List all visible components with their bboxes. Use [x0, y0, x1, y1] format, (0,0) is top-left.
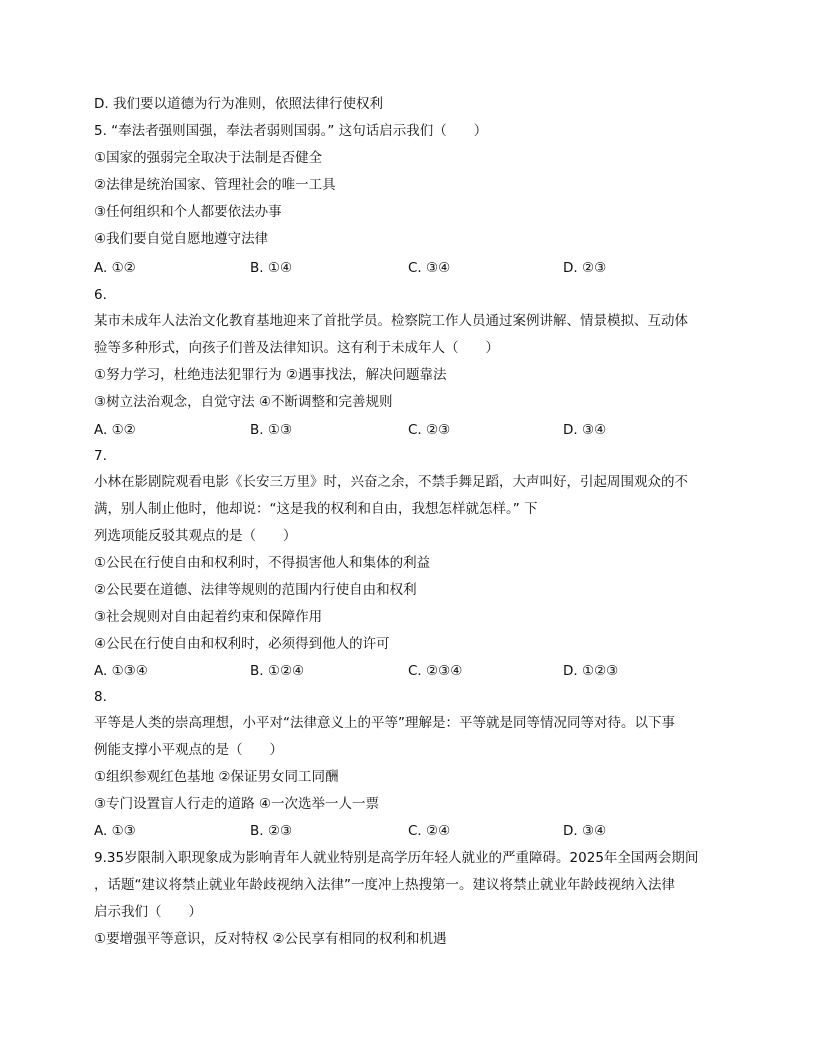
q7-option-d: D. ①②③ [563, 663, 619, 679]
q6-stem-line-1: 某市未成年人法治文化教育基地迎来了首批学员。检察院工作人员通过案例讲解、情景模拟、互动体 [94, 313, 688, 329]
q8-statements-3-4: ③专门设置盲人行走的道路 ④一次选举一人一票 [94, 796, 379, 812]
q7-option-b: B. ①②④ [250, 663, 305, 679]
q8-option-d: D. ③④ [563, 823, 607, 839]
q7-statement-4: ④公民在行使自由和权利时，必须得到他人的许可 [94, 636, 390, 652]
q5-option-c: C. ③④ [408, 260, 451, 276]
q7-statement-1: ①公民在行使自由和权利时，不得损害他人和集体的利益 [94, 555, 431, 571]
q6-option-c: C. ②③ [408, 422, 451, 438]
q5-statement-2: ②法律是统治国家、管理社会的唯一工具 [94, 177, 336, 193]
q5-statement-4: ④我们要自觉自愿地遵守法律 [94, 231, 269, 247]
q4-option-d: D. 我们要以道德为行为准则，依照法律行使权利 [94, 96, 383, 112]
q9-statements-1-2: ①要增强平等意识，反对特权 ②公民享有相同的权利和机遇 [94, 931, 447, 947]
q8-option-a: A. ①③ [94, 823, 136, 839]
q7-option-a: A. ①③④ [94, 663, 148, 679]
q7-number: 7. [94, 448, 107, 464]
q7-stem-line-3: 列选项能反驳其观点的是（ ） [94, 528, 297, 544]
q9-stem-line-1: 9.35岁限制入职现象成为影响青年人就业特别是高学历年轻人就业的严重障碍。2025年全国两会期间 [94, 850, 699, 866]
q8-number: 8. [94, 689, 107, 705]
q9-stem-line-3: 启示我们（ ） [94, 904, 202, 920]
q5-stem: 5. “奉法者强则国强，奉法者弱则国弱。” 这句话启示我们（ ） [94, 123, 488, 139]
q8-option-c: C. ②④ [408, 823, 451, 839]
q8-statements-1-2: ①组织参观红色基地 ②保证男女同工同酬 [94, 769, 339, 785]
q7-statement-2: ②公民要在道德、法律等规则的范围内行使自由和权利 [94, 582, 417, 598]
q9-stem-line-2: ，话题“建议将禁止就业年龄歧视纳入法律”一度冲上热搜第一。建议将禁止就业年龄歧视纳入法律 [94, 877, 675, 893]
q8-option-b: B. ②③ [250, 823, 293, 839]
q6-option-b: B. ①③ [250, 422, 293, 438]
q8-stem-line-1: 平等是人类的崇高理想，小平对“法律意义上的平等”理解是：平等就是同等情况同等对待。以下事 [94, 715, 675, 731]
q7-option-c: C. ②③④ [408, 663, 463, 679]
q6-statements-1-2: ①努力学习，杜绝违法犯罪行为 ②遇事找法，解决问题靠法 [94, 367, 447, 383]
q5-option-a: A. ①② [94, 260, 136, 276]
q6-stem-line-2: 验等多种形式，向孩子们普及法律知识。这有利于未成年人（ ） [94, 340, 499, 356]
q5-statement-1: ①国家的强弱完全取决于法制是否健全 [94, 150, 323, 166]
q6-number: 6. [94, 287, 107, 303]
q5-statement-3: ③任何组织和个人都要依法办事 [94, 204, 282, 220]
q6-statements-3-4: ③树立法治观念，自觉守法 ④不断调整和完善规则 [94, 394, 393, 410]
q5-option-d: D. ②③ [563, 260, 607, 276]
q5-option-b: B. ①④ [250, 260, 293, 276]
q8-stem-line-2: 例能支撑小平观点的是（ ） [94, 742, 283, 758]
q6-option-d: D. ③④ [563, 422, 607, 438]
q7-stem-line-2: 满，别人制止他时，他却说：“这是我的权利和自由，我想怎样就怎样。” 下 [94, 501, 538, 517]
q7-statement-3: ③社会规则对自由起着约束和保障作用 [94, 609, 323, 625]
q7-stem-line-1: 小林在影剧院观看电影《长安三万里》时，兴奋之余，不禁手舞足蹈，大声叫好，引起周围观众的不 [94, 474, 688, 490]
q6-option-a: A. ①② [94, 422, 136, 438]
